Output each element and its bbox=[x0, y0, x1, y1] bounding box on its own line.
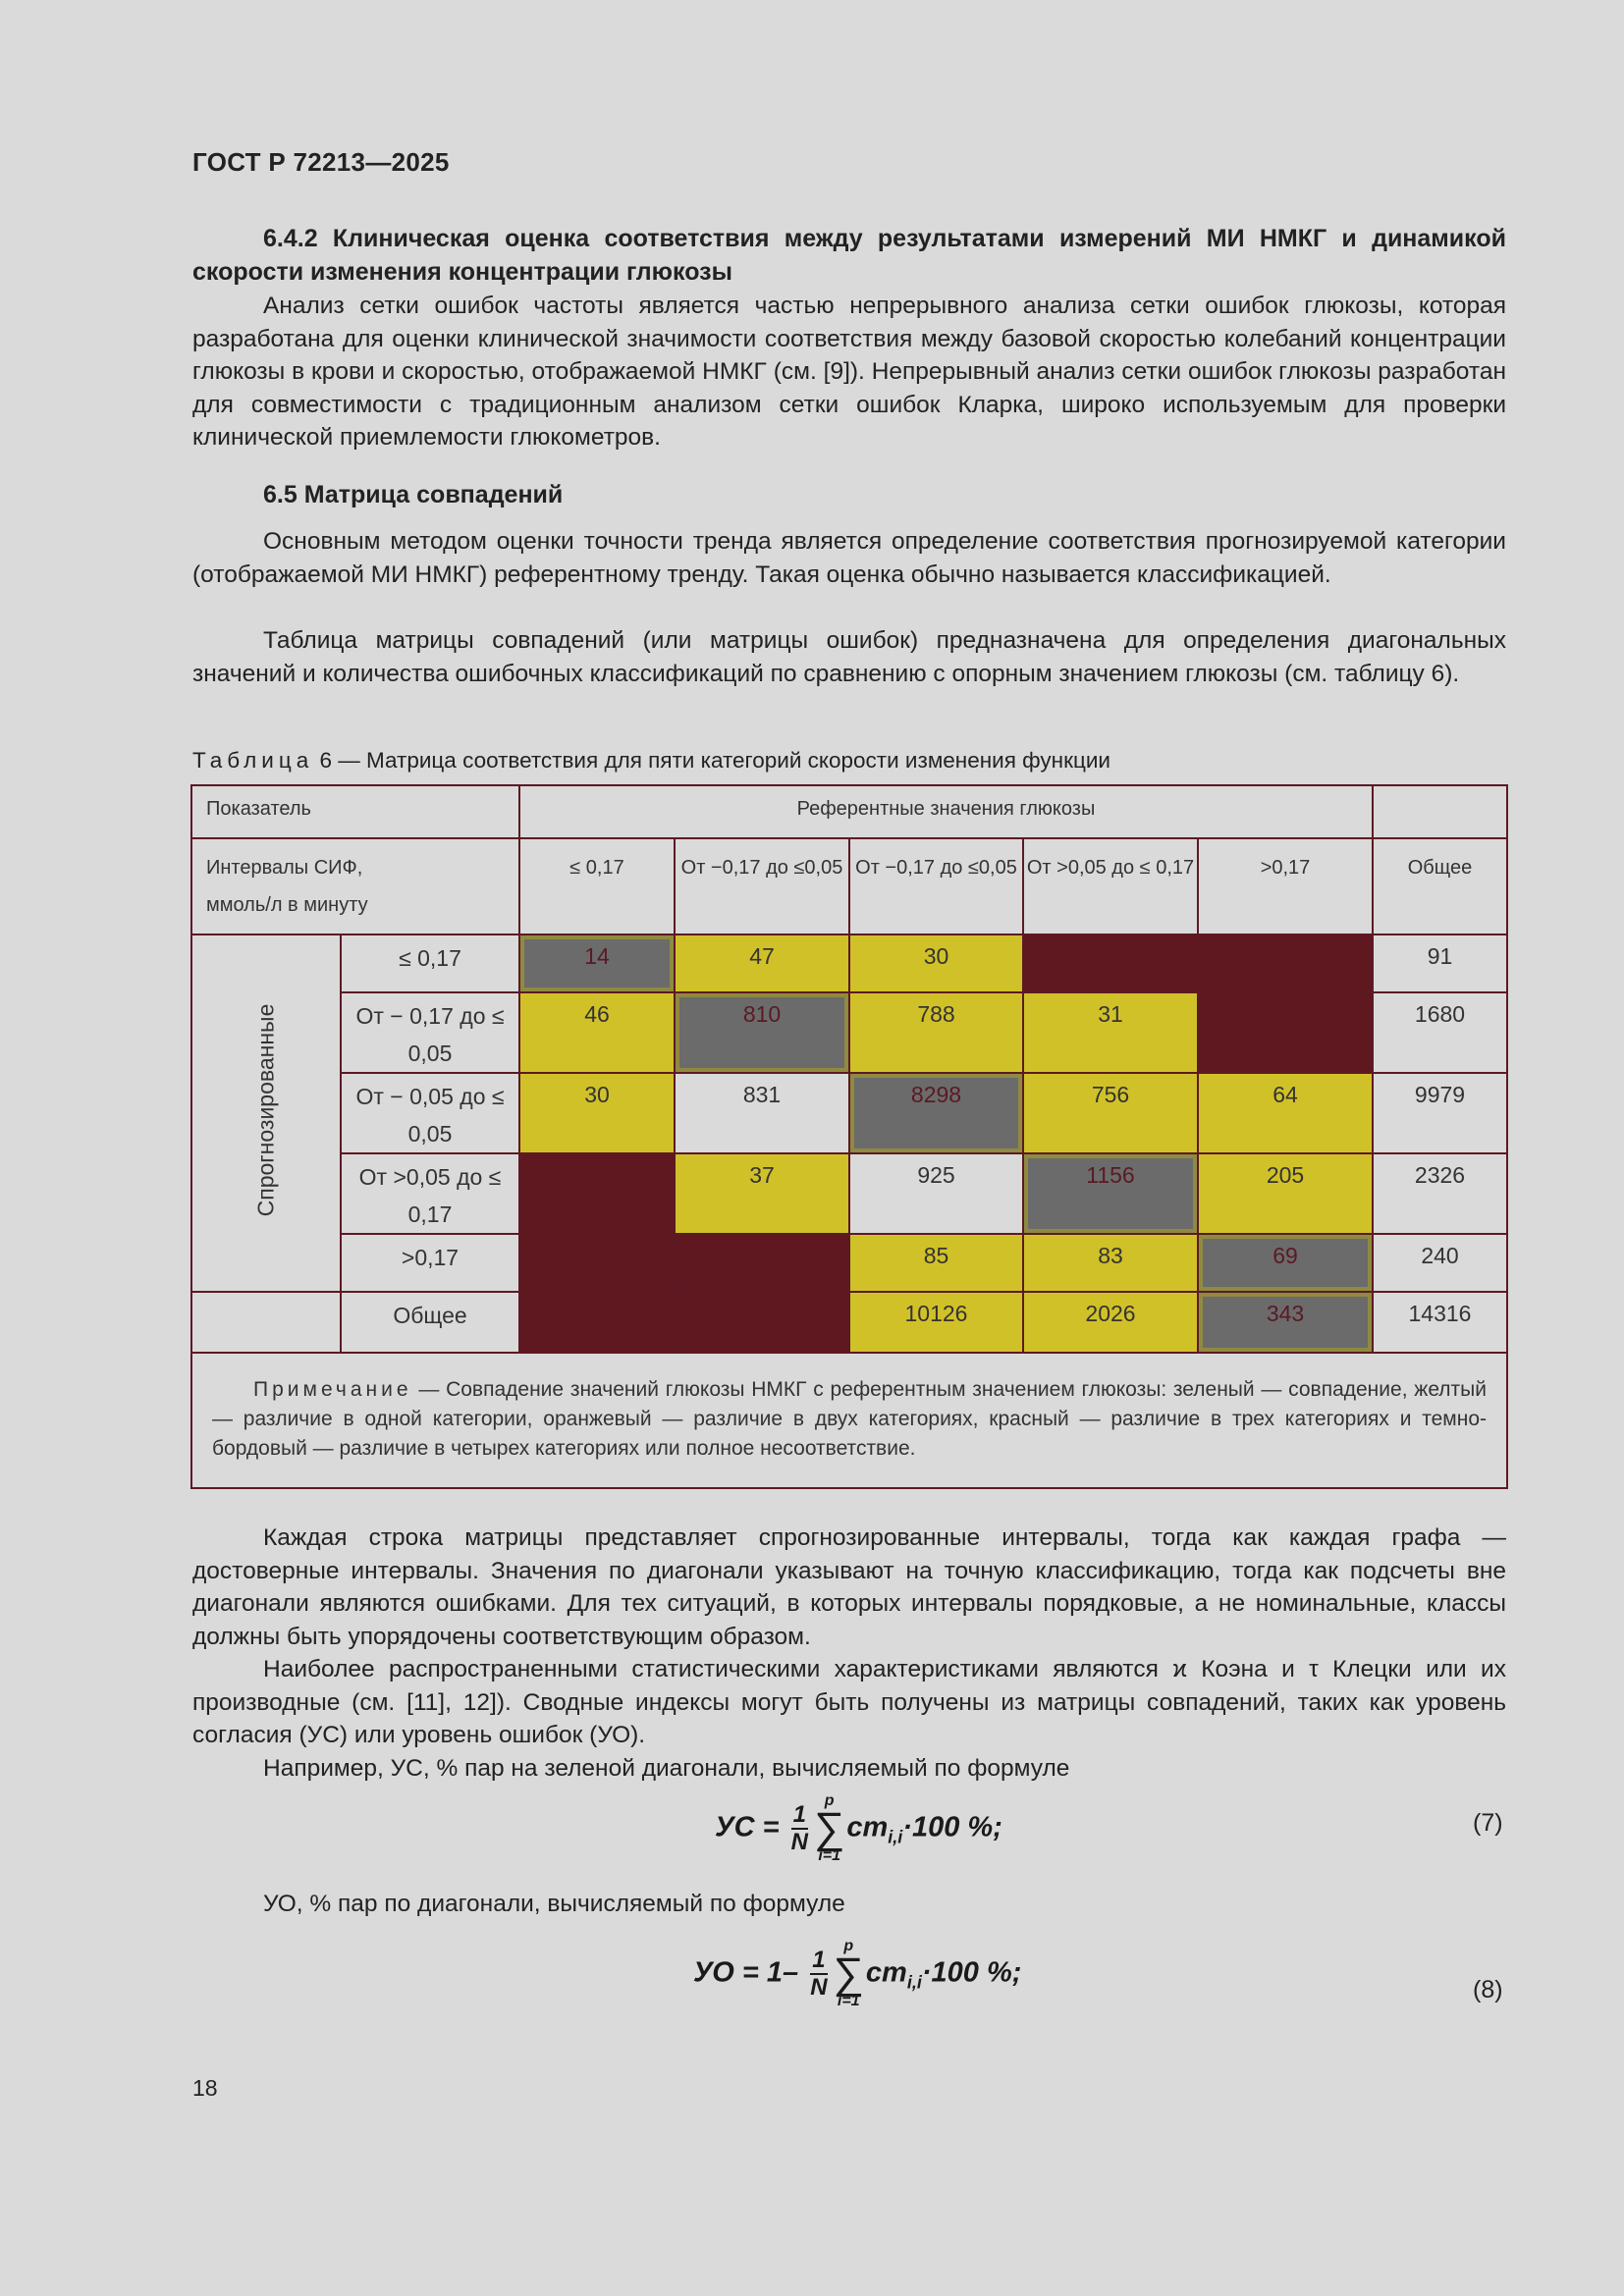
note-text: — Совпадение значений глюкозы НМКГ с референтным значением глюкозы: зеленый — совпадение, желтый — различие в одной категории, оранжевый — различие в двух категориях, красный — различие в трех категориях и темно-бордовый — различие в четырех категориях или полное несоответствие. bbox=[212, 1378, 1487, 1460]
total-cell: 2026 bbox=[1023, 1292, 1198, 1353]
row-total: 2326 bbox=[1373, 1153, 1507, 1234]
matrix-cell: 30 bbox=[849, 934, 1023, 992]
equation-number-8: (8) bbox=[1473, 1976, 1503, 2003]
paragraph-after-2: Наиболее распространенными статистическими характеристиками являются ϰ Коэна и τ Клецки или их производные (см. [11], 12]). Сводные индексы могут быть получены из матрицы совпадений, таких как уровень согласия (УС) или уровень ошибок (УО). bbox=[192, 1656, 1506, 1748]
row-label: >0,17 bbox=[341, 1234, 519, 1292]
grand-total: 14316 bbox=[1373, 1292, 1507, 1353]
matrix-cell bbox=[519, 1234, 675, 1292]
formula-7-term: cm bbox=[846, 1811, 889, 1843]
paragraph-6-5-2: Таблица матрицы совпадений (или матрицы ошибок) предназначена для определения диагональных значений и количества ошибочных классификаций по сравнению с опорным значением глюкозы (см. таблицу 6). bbox=[192, 627, 1506, 687]
formula-8 bbox=[693, 1939, 1021, 2009]
formula-7-sum-top: p bbox=[824, 1792, 835, 1809]
matrix-cell: 925 bbox=[849, 1153, 1023, 1234]
matrix-cell bbox=[1198, 992, 1373, 1073]
table-caption bbox=[192, 748, 1110, 774]
row-label: ≤ 0,17 bbox=[341, 934, 519, 992]
matrix-cell bbox=[1198, 934, 1373, 992]
total-column-header: Общее bbox=[1373, 838, 1507, 934]
formula-8-numerator: 1 bbox=[812, 1947, 826, 1973]
matrix-cell bbox=[519, 1153, 675, 1234]
column-header: От >0,05 до ≤ 0,17 bbox=[1023, 838, 1198, 934]
formula-7 bbox=[715, 1793, 1002, 1864]
empty-header-cell bbox=[1373, 785, 1507, 838]
confusion-matrix-table bbox=[190, 784, 1508, 1489]
matrix-cell bbox=[675, 1234, 849, 1292]
matrix-cell: 69 bbox=[1198, 1234, 1373, 1292]
row-total: 240 bbox=[1373, 1234, 1507, 1292]
formula-7-numerator: 1 bbox=[792, 1801, 806, 1828]
column-header: От −0,17 до ≤0,05 bbox=[849, 838, 1023, 934]
table-caption-text: 6 — Матрица соответствия для пяти категорий скорости изменения функции bbox=[319, 748, 1110, 773]
table-caption-word: Таблица bbox=[192, 748, 314, 773]
formula-8-denominator: N bbox=[810, 1974, 828, 2001]
matrix-cell: 46 bbox=[519, 992, 675, 1073]
matrix-cell: 85 bbox=[849, 1234, 1023, 1292]
column-header: ≤ 0,17 bbox=[519, 838, 675, 934]
matrix-cell: 1156 bbox=[1023, 1153, 1198, 1234]
paragraph-after-1: Каждая строка матрицы представляет спрогнозированные интервалы, тогда как каждая графа — достоверные интервалы. Значения по диагонали указывают на точную классификацию, тогда как подсчеты вне диагонали являются ошибками. Для тех ситуаций, в которых интервалы порядковые, а не номинальные, классы должны быть упорядочены соответствующим образом. bbox=[192, 1524, 1506, 1650]
section-heading-6-5: 6.5 Матрица совпадений bbox=[263, 481, 564, 508]
total-cell: 10126 bbox=[849, 1292, 1023, 1353]
total-cell bbox=[519, 1292, 675, 1353]
sigma-icon: ∑ bbox=[833, 1949, 864, 1998]
formula-8-lhs: УО = 1– bbox=[693, 1956, 799, 1989]
paragraph-after-4: УО, % пар по диагонали, вычисляемый по формуле bbox=[263, 1891, 845, 1917]
paragraph-6-4-2: Анализ сетки ошибок частоты является частью непрерывного анализа сетки ошибок глюкозы, которая разработана для оценки клинической значимости соответствия между базовой скоростью колебаний концентрации глюкозы в крови и скоростью, отображаемой НМКГ (см. [9]). Непрерывный анализ сетки ошибок глюкозы разработан для совместимости с традиционным анализом сетки ошибок Кларка, широко используемым для проверки клинической приемлемости глюкометров. bbox=[192, 293, 1506, 451]
total-row-label: Общее bbox=[341, 1292, 519, 1353]
row-label: От >0,05 до ≤ 0,17 bbox=[341, 1153, 519, 1234]
formula-8-sum-bottom: i=1 bbox=[837, 1993, 860, 2009]
predicted-label-cell bbox=[191, 934, 341, 1292]
formula-7-lhs: УС = bbox=[715, 1811, 780, 1843]
matrix-cell: 756 bbox=[1023, 1073, 1198, 1153]
matrix-cell: 205 bbox=[1198, 1153, 1373, 1234]
row-label: От − 0,05 до ≤ 0,05 bbox=[341, 1073, 519, 1153]
section-heading-6-4-2: 6.4.2 Клиническая оценка соответствия между результатами измерений МИ НМКГ и динамикой скорости изменения концентрации глюкозы bbox=[192, 225, 1506, 286]
matrix-cell: 810 bbox=[675, 992, 849, 1073]
formula-8-sum-top: p bbox=[843, 1938, 854, 1954]
table-note bbox=[191, 1353, 1507, 1488]
formula-8-tail: ·100 %; bbox=[921, 1956, 1022, 1989]
matrix-cell bbox=[1023, 934, 1198, 992]
formula-7-fraction bbox=[791, 1802, 808, 1855]
matrix-cell: 788 bbox=[849, 992, 1023, 1073]
formula-8-sum bbox=[834, 1939, 864, 2009]
intervals-header: Интервалы СИФ, ммоль/л в минуту bbox=[191, 838, 519, 934]
row-total: 1680 bbox=[1373, 992, 1507, 1073]
empty-total-cell bbox=[191, 1292, 341, 1353]
reference-header: Референтные значения глюкозы bbox=[519, 785, 1373, 838]
column-header: От −0,17 до ≤0,05 bbox=[675, 838, 849, 934]
total-cell: 343 bbox=[1198, 1292, 1373, 1353]
matrix-cell: 31 bbox=[1023, 992, 1198, 1073]
row-total: 9979 bbox=[1373, 1073, 1507, 1153]
matrix-cell: 14 bbox=[519, 934, 675, 992]
matrix-cell: 64 bbox=[1198, 1073, 1373, 1153]
row-total: 91 bbox=[1373, 934, 1507, 992]
paragraph-6-5-1: Основным методом оценки точности тренда является определение соответствия прогнозируемой категории (отображаемой МИ НМКГ) референтному тренду. Такая оценка обычно называется классификацией. bbox=[192, 528, 1506, 588]
formula-7-denominator: N bbox=[790, 1829, 808, 1855]
matrix-cell: 83 bbox=[1023, 1234, 1198, 1292]
matrix-cell: 831 bbox=[675, 1073, 849, 1153]
formula-8-term: cm bbox=[865, 1956, 907, 1989]
matrix-cell: 37 bbox=[675, 1153, 849, 1234]
indicator-header: Показатель bbox=[191, 785, 519, 838]
matrix-cell: 30 bbox=[519, 1073, 675, 1153]
equation-number-7: (7) bbox=[1473, 1809, 1503, 1837]
column-header: >0,17 bbox=[1198, 838, 1373, 934]
predicted-vertical-label: Спрогнозированные bbox=[252, 1003, 279, 1216]
paragraph-after-3: Например, УС, % пар на зеленой диагонали, вычисляемый по формуле bbox=[263, 1755, 1070, 1782]
total-cell bbox=[675, 1292, 849, 1353]
formula-8-fraction bbox=[810, 1948, 827, 2001]
formula-8-subscript: i,i bbox=[906, 1972, 922, 1993]
sigma-icon: ∑ bbox=[814, 1804, 845, 1852]
formula-7-sum-bottom: i=1 bbox=[818, 1847, 841, 1864]
formula-7-subscript: i,i bbox=[888, 1827, 903, 1847]
formula-7-tail: ·100 %; bbox=[902, 1811, 1002, 1843]
matrix-cell: 47 bbox=[675, 934, 849, 992]
formula-7-sum bbox=[814, 1793, 844, 1864]
page-number: 18 bbox=[192, 2075, 218, 2101]
row-label: От − 0,17 до ≤ 0,05 bbox=[341, 992, 519, 1073]
standard-header: ГОСТ Р 72213—2025 bbox=[192, 147, 450, 177]
note-word: Примечание bbox=[253, 1378, 412, 1401]
matrix-cell: 8298 bbox=[849, 1073, 1023, 1153]
